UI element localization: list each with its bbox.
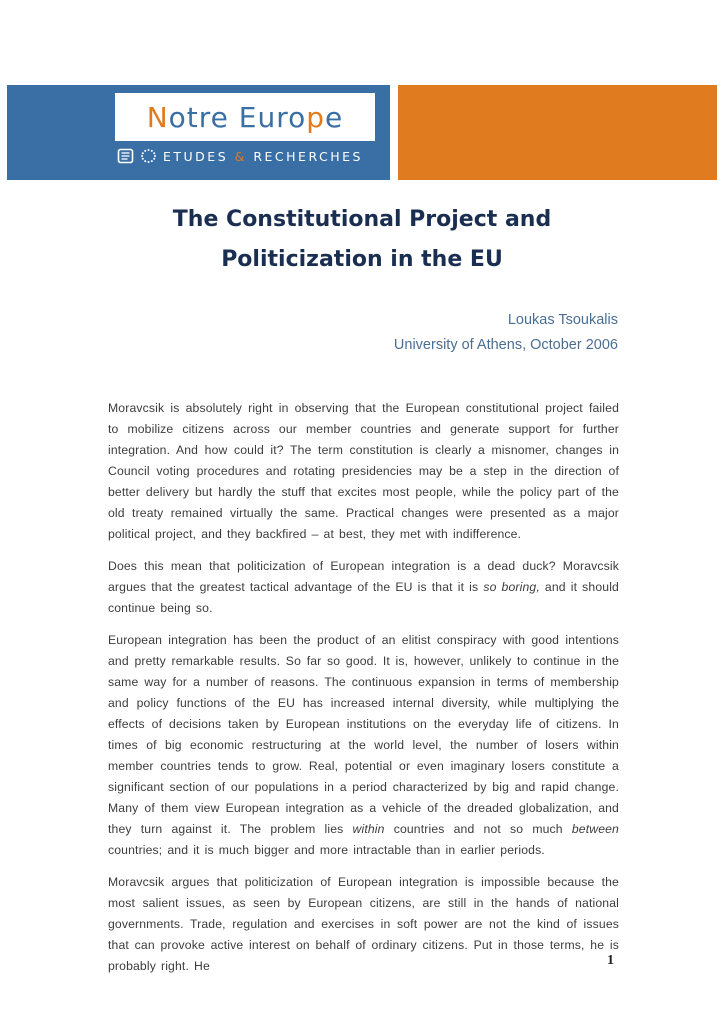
brand-logo-box bbox=[115, 93, 375, 141]
page-number: 1 bbox=[607, 953, 614, 968]
paragraph bbox=[108, 630, 619, 861]
text-segment: Does this mean that politicization of European integration is a dead duck? Moravcsik argues that the greatest tactical advantage of the EU is that it is bbox=[108, 559, 619, 594]
brand-panel bbox=[7, 85, 390, 180]
text-segment: countries; and it is much bigger and more intractable than in earlier periods. bbox=[108, 843, 545, 857]
author-name: Loukas Tsoukalis bbox=[507, 312, 618, 328]
text-segment: and it should continue being so. bbox=[108, 580, 619, 615]
text-segment: RECHERCHES bbox=[246, 148, 363, 164]
paper-title bbox=[0, 200, 724, 280]
brand-name bbox=[147, 101, 344, 134]
text-segment: p bbox=[306, 100, 326, 134]
text-segment: e bbox=[325, 100, 344, 134]
byline bbox=[218, 308, 618, 358]
paragraph bbox=[108, 872, 619, 977]
text-segment: European integration has been the product of an elitist conspiracy with good intentions and pretty remarkable results. So far so good. It is, however, unlikely to continue in the same way for a number of reasons. The continuous expansion in terms of membership and policy functions of the EU has increased internal diversity, while multiplying the effects of decisions taken by European institutions on the everyday life of citizens. In times of big economic restructuring at the world level, the number of losers within member countries tends to grow. Real, potential or even imaginary losers constitute a significant section of our populations in a period characterized by big and rapid change. Many of them view European integration as a vehicle of the dreaded globalization, and they turn against it. The problem lies bbox=[108, 633, 619, 836]
document-icon bbox=[117, 148, 134, 164]
text-segment: N bbox=[146, 100, 169, 134]
brand-tagline-row bbox=[117, 145, 363, 167]
text-segment: Moravcsik is absolutely right in observing that the European constitutional project failed to mobilize citizens across our member countries and generate support for further integration. And how could it? The term constitution is clearly a misnomer, changes in Council voting procedures and rotating presidencies may be a step in the direction of better delivery but hardly the stuff that excites most people, while the policy part of the old treaty remained virtually the same. Practical changes were presented as a major political project, and they backfired – at best, they met with indifference. bbox=[108, 401, 619, 541]
author-affiliation: University of Athens, October 2006 bbox=[393, 337, 618, 353]
text-segment: between bbox=[571, 822, 619, 836]
accent-panel bbox=[398, 85, 717, 180]
text-segment: Moravcsik argues that politicization of European integration is impossible because the most salient issues, as seen by European citizens, are still in the hands of national governments. Trade, regulation and exercises in soft power are not the kind of issues that can provoke active interest on behalf of ordinary citizens. Put in those terms, he is probably right. He bbox=[108, 875, 619, 973]
paragraph bbox=[108, 398, 619, 545]
title-line-2: Politicization in the EU bbox=[221, 247, 503, 272]
paragraph bbox=[108, 556, 619, 619]
text-segment: otre Euro bbox=[168, 100, 307, 134]
text-segment: so boring, bbox=[483, 580, 540, 594]
masthead bbox=[7, 85, 717, 180]
brand-tagline bbox=[163, 149, 363, 164]
text-segment: countries and not so much bbox=[384, 822, 572, 836]
title-line-1: The Constitutional Project and bbox=[172, 207, 552, 232]
text-segment: within bbox=[352, 822, 385, 836]
text-segment: & bbox=[234, 148, 247, 164]
eu-stars-icon bbox=[140, 148, 157, 164]
text-segment: ETUDES bbox=[163, 148, 235, 164]
body-paragraphs bbox=[108, 398, 619, 988]
